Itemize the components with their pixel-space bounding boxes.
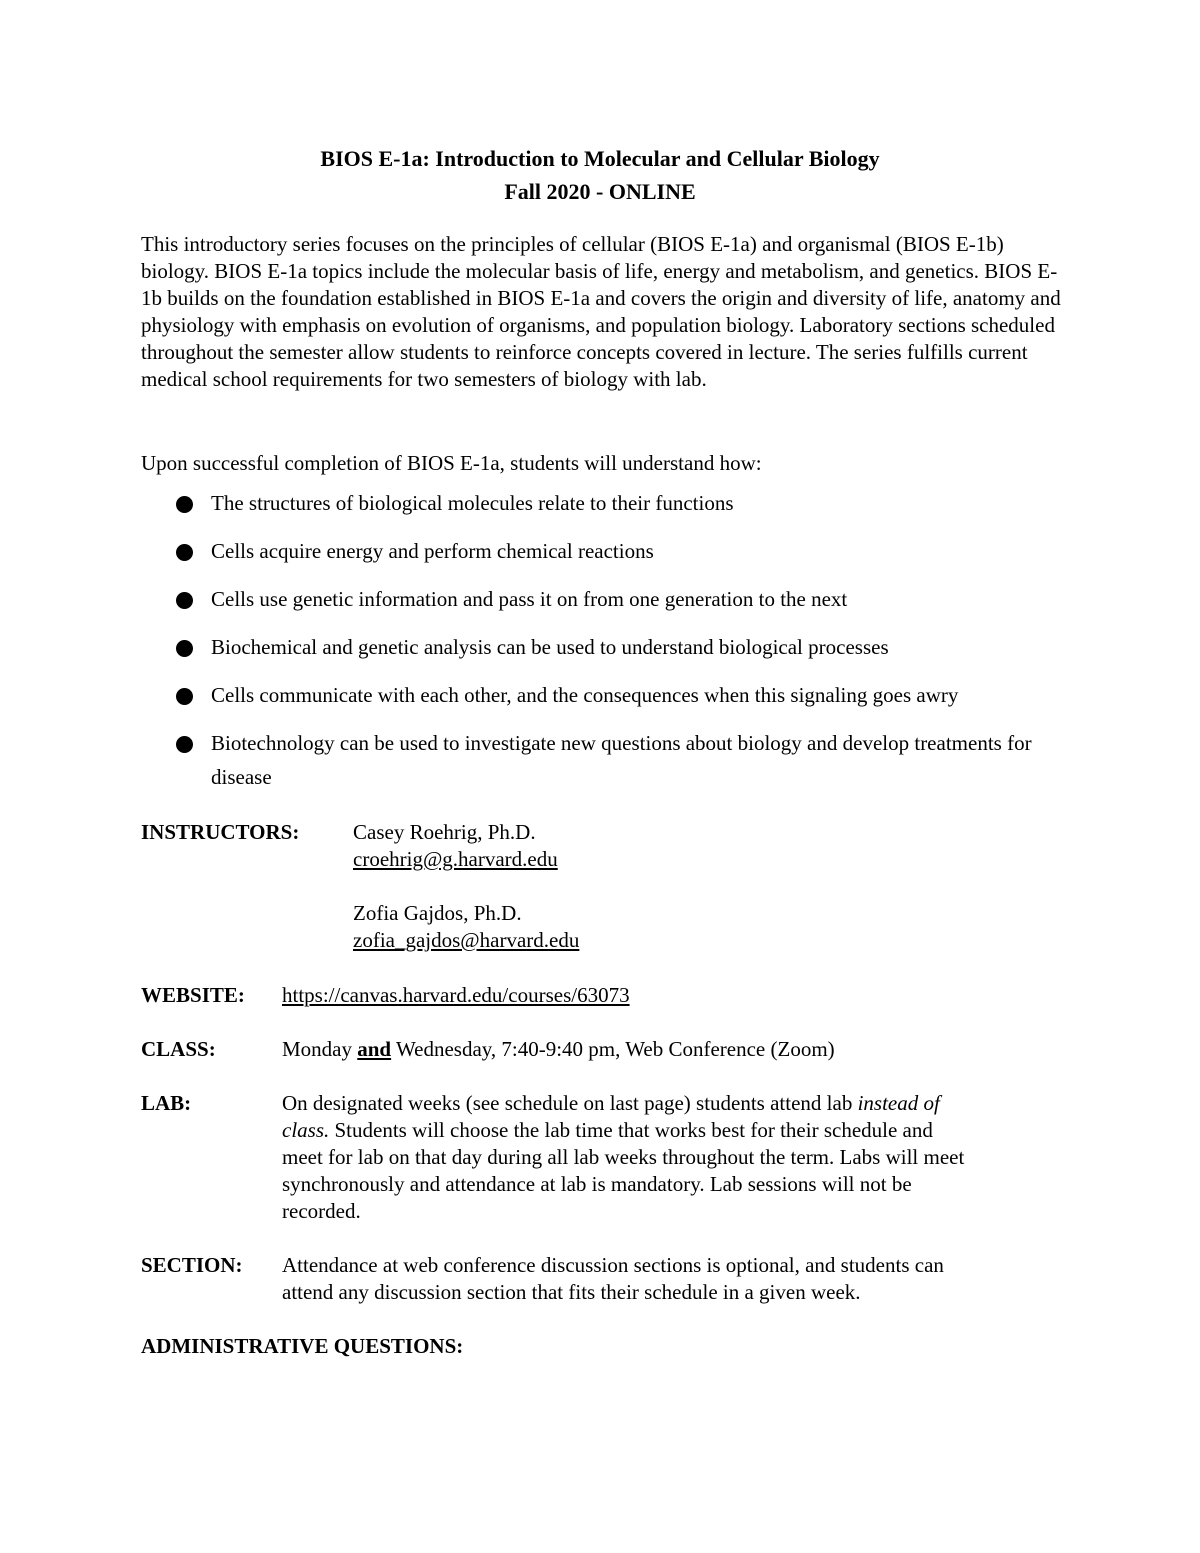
section-line-1: Attendance at web conference discussion sections is optional, and students can [282,1253,944,1277]
outcome-text: Cells use genetic information and pass it on from one generation to the next [211,587,848,611]
section-description [282,1252,1082,1306]
lab-text: On designated weeks (see schedule on last page) students attend lab [282,1091,853,1115]
outcome-text: Cells acquire energy and perform chemical reactions [211,539,654,563]
instructors-label: INSTRUCTORS: [141,820,300,844]
lab-line-3: meet for lab on that day during all lab weeks throughout the term. Labs will meet [282,1145,965,1169]
class-label: CLASS: [141,1037,216,1061]
bullet-icon [176,640,193,657]
lab-line-4: synchronously and attendance at lab is mandatory. Lab sessions will not be [282,1172,912,1196]
bullet-icon [176,592,193,609]
bullet-icon [176,496,193,513]
website-label: WEBSITE: [141,983,245,1007]
course-title: BIOS E-1a: Introduction to Molecular and Cellular Biology [320,146,880,171]
class-day-monday: Monday [282,1037,352,1061]
lab-emphasis: class. [282,1118,330,1142]
section-line-2: attend any discussion section that fits their schedule in a given week. [282,1280,861,1304]
list-item [176,534,1076,568]
class-conjunction: and [357,1037,392,1061]
admin-questions-label: ADMINISTRATIVE QUESTIONS: [141,1334,464,1358]
list-item [176,726,1076,794]
course-term: Fall 2020 - ONLINE [504,179,696,204]
bullet-icon [176,736,193,753]
bullet-icon [176,688,193,705]
class-schedule [282,1036,835,1063]
lab-emphasis: instead of [857,1091,940,1115]
section-label: SECTION: [141,1253,243,1277]
outcomes-lead: Upon successful completion of BIOS E-1a, students will understand how: [141,451,762,475]
lab-line-2 [282,1117,1082,1144]
outcome-text: Biochemical and genetic analysis can be used to understand biological processes [211,635,889,659]
website-link[interactable]: https://canvas.harvard.edu/courses/63073 [282,983,630,1007]
outcome-text: The structures of biological molecules relate to their functions [211,491,734,515]
list-item [176,486,1076,520]
instructor-email-link[interactable]: croehrig@g.harvard.edu [353,847,558,871]
list-item [176,582,1076,616]
course-description: This introductory series focuses on the principles of cellular (BIOS E-1a) and organismal (BIOS E-1b) biology. BIOS E-1a topics include the molecular basis of life, energy and metabolism, and genetics. BIOS E-1b builds on the foundation established in BIOS E-1a and covers the origin and diversity of life, anatomy and physiology with emphasis on evolution of organisms, and population biology. Laboratory sections scheduled throughout the semester allow students to reinforce concepts covered in lecture. The series fulfills current medical school requirements for two semesters of biology with lab. [141,232,1061,391]
instructor-email-link[interactable]: zofia_gajdos@harvard.edu [353,928,580,952]
list-item [176,630,1076,664]
lab-label: LAB: [141,1091,192,1115]
list-item [176,678,1076,712]
instructor-name: Casey Roehrig, Ph.D. [353,820,536,844]
lab-text: Students will choose the lab time that works best for their schedule and [334,1118,933,1142]
outcome-text: Cells communicate with each other, and the consequences when this signaling goes awry [211,683,959,707]
lab-description [282,1090,1082,1225]
instructor-name: Zofia Gajdos, Ph.D. [353,901,522,925]
lab-line-1 [282,1090,1082,1117]
class-details: Wednesday, 7:40-9:40 pm, Web Conference (Zoom) [395,1037,835,1061]
bullet-icon [176,544,193,561]
outcomes-list [176,486,1076,808]
outcome-text: Biotechnology can be used to investigate new questions about biology and develop treatments for disease [211,731,1032,789]
lab-line-5: recorded. [282,1199,361,1223]
